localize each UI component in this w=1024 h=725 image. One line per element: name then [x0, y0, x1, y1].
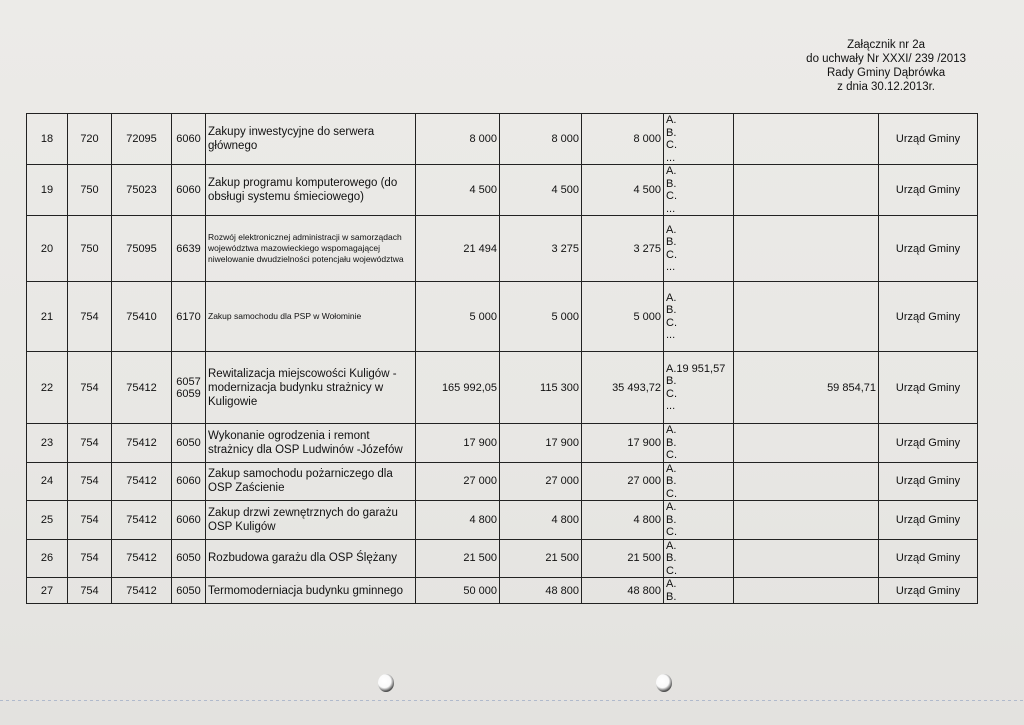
rozdzial-code: 72095 — [112, 114, 172, 165]
funding-source-line: C. — [666, 564, 677, 577]
rozdzial-code: 75410 — [112, 282, 172, 352]
funding-sources — [664, 424, 734, 463]
header-line-4: z dnia 30.12.2013r. — [837, 81, 935, 93]
rozdzial-code: 75412 — [112, 578, 172, 604]
external-funds-value — [734, 424, 879, 463]
row-number: 24 — [27, 462, 68, 501]
planned-value: 21 500 — [500, 539, 582, 578]
funding-source-line: ... — [666, 400, 676, 412]
total-cost-value: 50 000 — [416, 578, 500, 604]
dzial-code: 754 — [68, 352, 112, 424]
table-row — [27, 114, 978, 165]
planned-value: 8 000 — [500, 114, 582, 165]
dzial-code: 754 — [68, 501, 112, 540]
funding-sources — [664, 501, 734, 540]
table-row — [27, 539, 978, 578]
funding-source-line: A. — [666, 291, 677, 304]
paragraph-code: 6050 — [172, 539, 206, 578]
executing-unit: Urząd Gminy — [879, 462, 978, 501]
header-line-2: do uchwały Nr XXXI/ 239 /2013 — [806, 53, 966, 65]
header-line-1: Załącznik nr 2a — [847, 39, 926, 51]
executing-unit: Urząd Gminy — [879, 165, 978, 216]
paragraph-code: 6060 — [172, 462, 206, 501]
paragraph-code: 6050 — [172, 578, 206, 604]
funding-source-line: A. — [666, 114, 677, 126]
external-funds-value — [734, 578, 879, 604]
punch-hole-left — [378, 674, 394, 692]
row-number: 20 — [27, 216, 68, 282]
table-row — [27, 578, 978, 604]
funding-source-line: C. — [666, 190, 677, 202]
total-cost-value: 5 000 — [416, 282, 500, 352]
funding-source-line: A. — [666, 424, 677, 436]
own-funds-value: 17 900 — [582, 424, 664, 463]
row-number: 27 — [27, 578, 68, 604]
total-cost-value: 8 000 — [416, 114, 500, 165]
funding-source-line: C. — [666, 526, 677, 538]
rozdzial-code: 75412 — [112, 501, 172, 540]
executing-unit: Urząd Gminy — [879, 539, 978, 578]
punch-hole-right — [656, 674, 672, 692]
rozdzial-code: 75412 — [112, 539, 172, 578]
task-description: Zakup drzwi zewnętrznych do garażu OSP Kuligów — [206, 501, 416, 540]
dzial-code: 754 — [68, 578, 112, 604]
funding-source-line: A.19 951,57 — [666, 362, 726, 375]
task-description: Rewitalizacja miejscowości Kuligów - modernizacja budynku strażnicy w Kuligowie — [206, 352, 416, 424]
table-row — [27, 216, 978, 282]
planned-value: 48 800 — [500, 578, 582, 604]
funding-source-line: ... — [666, 329, 676, 341]
funding-sources — [664, 539, 734, 578]
own-funds-value: 3 275 — [582, 216, 664, 282]
external-funds-value — [734, 114, 879, 165]
task-description: Termomoderniacja budynku gminnego — [206, 578, 416, 604]
funding-source-line: B. — [666, 436, 677, 449]
funding-sources — [664, 282, 734, 352]
total-cost-value: 17 900 — [416, 424, 500, 463]
table-row — [27, 352, 978, 424]
executing-unit: Urząd Gminy — [879, 352, 978, 424]
total-cost-value: 21 500 — [416, 539, 500, 578]
rozdzial-code: 75023 — [112, 165, 172, 216]
rozdzial-code: 75412 — [112, 424, 172, 463]
rozdzial-code: 75095 — [112, 216, 172, 282]
funding-source-line: ... — [666, 202, 676, 215]
funding-source-line: C. — [666, 487, 677, 500]
funding-source-line: C. — [666, 316, 677, 329]
planned-value: 115 300 — [500, 352, 582, 424]
dzial-code: 750 — [68, 165, 112, 216]
task-description: Zakup programu komputerowego (do obsługi systemu śmieciowego) — [206, 165, 416, 216]
own-funds-value: 4 800 — [582, 501, 664, 540]
header-line-3: Rady Gminy Dąbrówka — [826, 67, 946, 79]
funding-sources — [664, 165, 734, 216]
own-funds-value: 35 493,72 — [582, 352, 664, 424]
executing-unit: Urząd Gminy — [879, 114, 978, 165]
total-cost-value: 27 000 — [416, 462, 500, 501]
total-cost-value: 21 494 — [416, 216, 500, 282]
planned-value: 4 800 — [500, 501, 582, 540]
funding-source-line: B. — [666, 475, 677, 487]
own-funds-value: 4 500 — [582, 165, 664, 216]
funding-source-line: B. — [666, 375, 677, 387]
planned-value: 4 500 — [500, 165, 582, 216]
dzial-code: 720 — [68, 114, 112, 165]
funding-source-line: B. — [666, 126, 677, 139]
row-number: 21 — [27, 282, 68, 352]
executing-unit: Urząd Gminy — [879, 424, 978, 463]
funding-source-line: C. — [666, 248, 677, 261]
funding-source-line: C. — [666, 449, 677, 461]
funding-source-line: B. — [666, 513, 677, 526]
funding-source-line: B. — [666, 236, 677, 248]
row-number: 25 — [27, 501, 68, 540]
task-description: Wykonanie ogrodzenia i remont strażnicy dla OSP Ludwinów -Józefów — [206, 424, 416, 463]
funding-source-line: B. — [666, 590, 677, 603]
paragraph-code: 6060 — [172, 501, 206, 540]
total-cost-value: 4 800 — [416, 501, 500, 540]
own-funds-value: 27 000 — [582, 462, 664, 501]
dzial-code: 754 — [68, 424, 112, 463]
investment-table — [26, 113, 978, 604]
funding-sources — [664, 462, 734, 501]
own-funds-value: 21 500 — [582, 539, 664, 578]
paragraph-code: 6057 6059 — [172, 352, 206, 424]
funding-source-line: ... — [666, 151, 676, 164]
planned-value: 3 275 — [500, 216, 582, 282]
funding-source-line: ... — [666, 261, 676, 273]
total-cost-value: 4 500 — [416, 165, 500, 216]
funding-source-line: A. — [666, 501, 677, 513]
funding-source-line: A. — [666, 165, 677, 177]
funding-sources — [664, 114, 734, 165]
dzial-code: 754 — [68, 462, 112, 501]
task-description: Zakup samochodu dla PSP w Wołominie — [206, 282, 416, 352]
table-row — [27, 282, 978, 352]
own-funds-value: 48 800 — [582, 578, 664, 604]
external-funds-value — [734, 165, 879, 216]
executing-unit: Urząd Gminy — [879, 216, 978, 282]
paragraph-code: 6060 — [172, 165, 206, 216]
paragraph-code: 6639 — [172, 216, 206, 282]
funding-source-line: A. — [666, 462, 677, 475]
table-row — [27, 462, 978, 501]
funding-sources — [664, 216, 734, 282]
task-description: Zakupy inwestycyjne do serwera głównego — [206, 114, 416, 165]
external-funds-value — [734, 216, 879, 282]
funding-source-line: C. — [666, 139, 677, 151]
dzial-code: 750 — [68, 216, 112, 282]
funding-source-line: C. — [666, 387, 677, 400]
external-funds-value: 59 854,71 — [734, 352, 879, 424]
funding-sources — [664, 352, 734, 424]
paragraph-code: 6170 — [172, 282, 206, 352]
executing-unit: Urząd Gminy — [879, 282, 978, 352]
task-description: Rozwój elektronicznej administracji w samorządach województwa mazowieckiego wspomagającej niwelowanie dwudzielności potencjału województwa — [206, 216, 416, 282]
row-number: 26 — [27, 539, 68, 578]
row-number: 22 — [27, 352, 68, 424]
paragraph-code: 6050 — [172, 424, 206, 463]
own-funds-value: 8 000 — [582, 114, 664, 165]
funding-sources — [664, 578, 734, 604]
task-description: Zakup samochodu pożarniczego dla OSP Zaścienie — [206, 462, 416, 501]
table-row — [27, 424, 978, 463]
external-funds-value — [734, 539, 879, 578]
executing-unit: Urząd Gminy — [879, 578, 978, 604]
funding-source-line: B. — [666, 304, 677, 316]
row-number: 18 — [27, 114, 68, 165]
external-funds-value — [734, 462, 879, 501]
total-cost-value: 165 992,05 — [416, 352, 500, 424]
funding-source-line: B. — [666, 177, 677, 190]
rozdzial-code: 75412 — [112, 352, 172, 424]
funding-source-line: A. — [666, 223, 677, 236]
task-description: Rozbudowa garażu dla OSP Ślężany — [206, 539, 416, 578]
external-funds-value — [734, 501, 879, 540]
dzial-code: 754 — [68, 539, 112, 578]
planned-value: 27 000 — [500, 462, 582, 501]
funding-source-line: A. — [666, 578, 677, 590]
table-row — [27, 501, 978, 540]
funding-source-line: B. — [666, 552, 677, 564]
own-funds-value: 5 000 — [582, 282, 664, 352]
external-funds-value — [734, 282, 879, 352]
row-number: 23 — [27, 424, 68, 463]
funding-source-line: A. — [666, 539, 677, 552]
planned-value: 17 900 — [500, 424, 582, 463]
rozdzial-code: 75412 — [112, 462, 172, 501]
planned-value: 5 000 — [500, 282, 582, 352]
dzial-code: 754 — [68, 282, 112, 352]
table-row — [27, 165, 978, 216]
row-number: 19 — [27, 165, 68, 216]
scan-edge-line — [0, 700, 1024, 701]
paragraph-code: 6060 — [172, 114, 206, 165]
executing-unit: Urząd Gminy — [879, 501, 978, 540]
attachment-header — [806, 38, 966, 94]
